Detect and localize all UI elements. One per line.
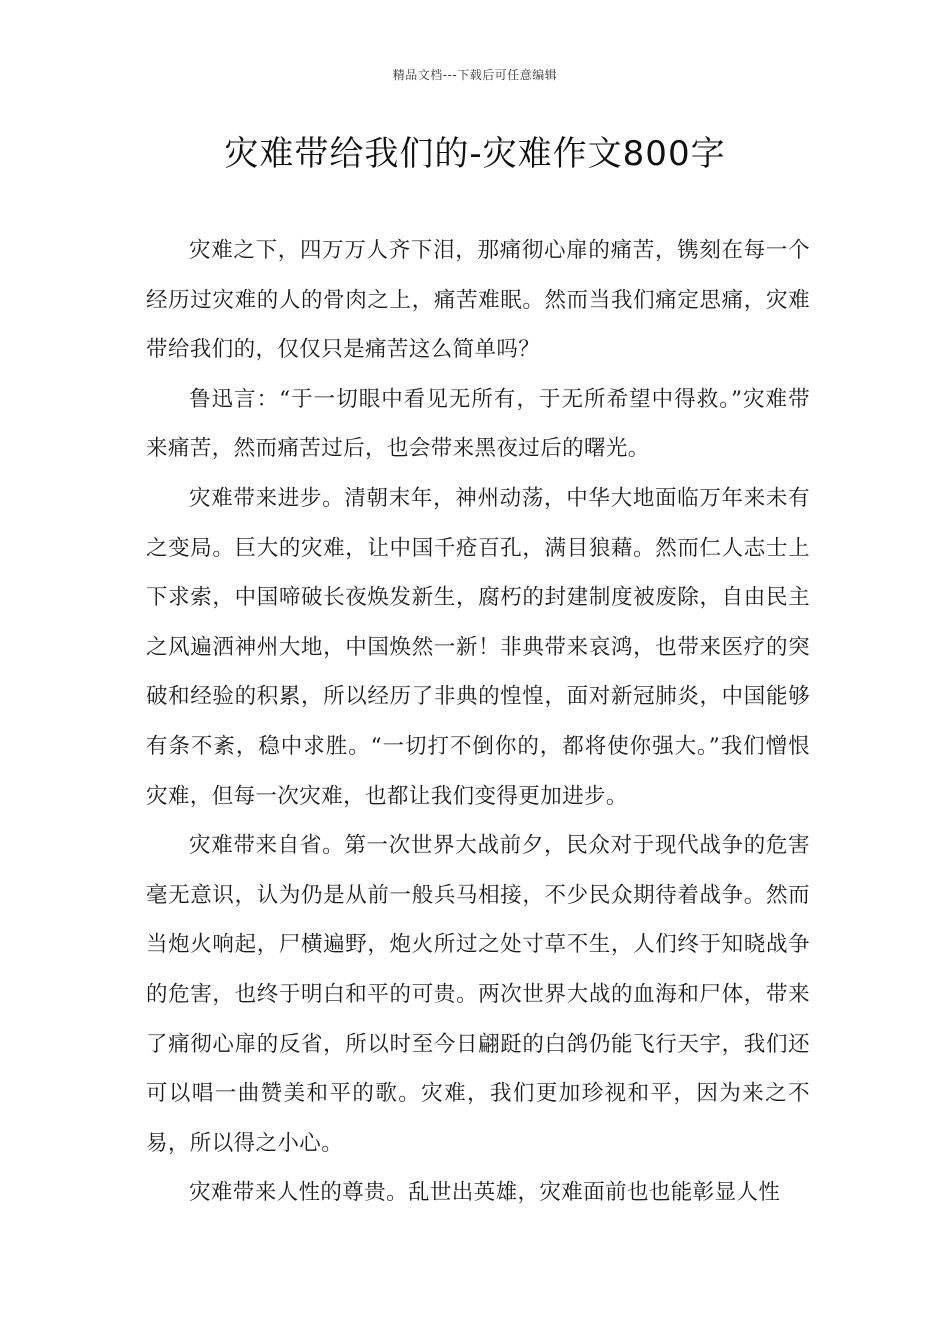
paragraph-5: 灾难带来人性的尊贵。乱世出英雄，灾难面前也也能彰显人性 [189,1180,781,1206]
page-header-note: 精品文档---下载后可任意编辑 [392,68,558,82]
paragraph-3: 灾难带来进步。清朝末年，神州动荡，中华大地面临万年来未有之变局。巨大的灾难，让中国千疮百孔，满目狼藉。然而仁人志士上下求索，中国啼破长夜焕发新生，腐朽的封建制度被废除，自由民主之风遍洒神州大地，中国焕然一新！非典带来哀鸿，也带来医疗的突破和经验的积累，所以经历了非典的惶惶，面对新冠肺炎，中国能够有条不紊，稳中求胜。“一切打不倒你的，都将使你强大。”我们憎恨灾难，但每一次灾难，也都让我们变得更加进步。 [146,485,810,809]
paragraph-4: 灾难带来自省。第一次世界大战前夕，民众对于现代战争的危害毫无意识，认为仍是从前一般兵马相接，不少民众期待着战争。然而当炮火响起，尸横遍野，炮火所过之处寸草不生，人们终于知晓战争的危害，也终于明白和平的可贵。两次世界大战的血海和尸体，带来了痛彻心扉的反省，所以时至今日翩跹的白鸽仍能飞行天宇，我们还可以唱一曲赞美和平的歌。灾难，我们更加珍视和平，因为来之不易，所以得之小心。 [146,833,810,1156]
document-body [146,226,810,1218]
paragraph-2: 鲁迅言：“于一切眼中看见无所有，于无所希望中得救。”灾难带来痛苦，然而痛苦过后，也会带来黑夜过后的曙光。 [146,386,810,462]
document-title: 灾难带给我们的-灾难作文800字 [224,134,726,174]
paragraph-1: 灾难之下，四万万人齐下泪，那痛彻心扉的痛苦，镌刻在每一个经历过灾难的人的骨肉之上，痛苦难眠。然而当我们痛定思痛，灾难带给我们的，仅仅只是痛苦这么简单吗？ [146,238,810,363]
